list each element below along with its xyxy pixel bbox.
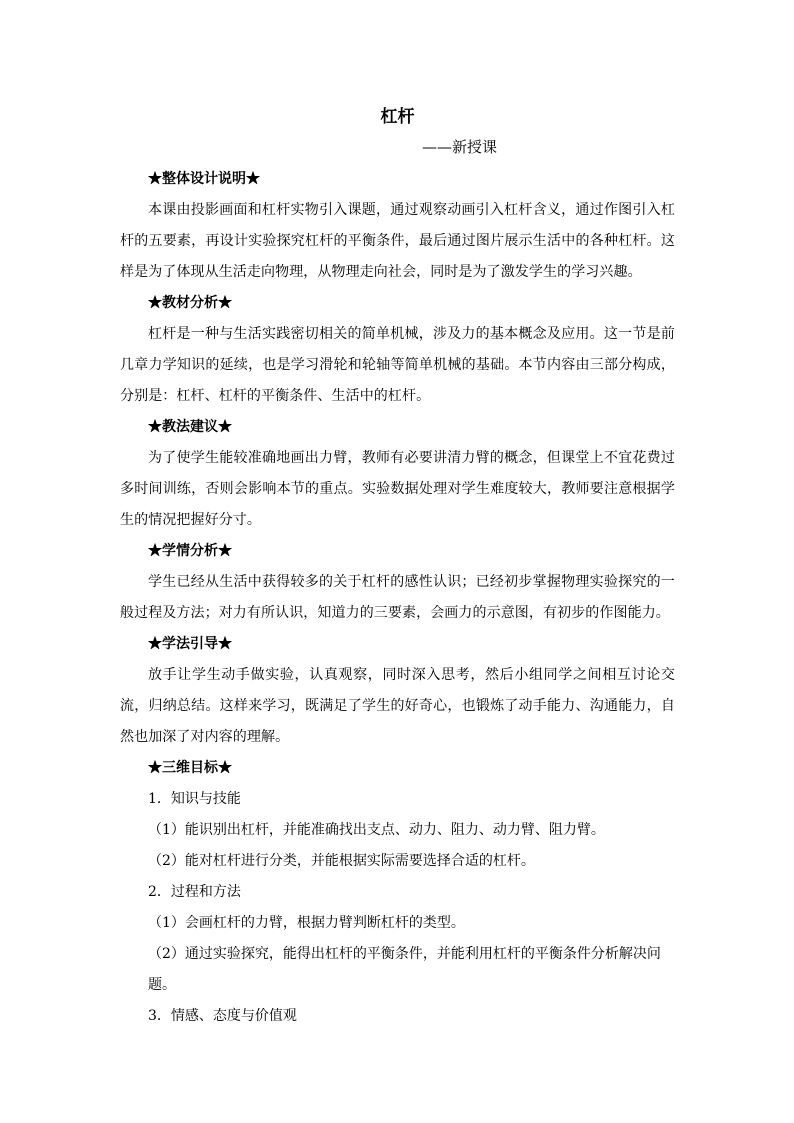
section-heading-teaching-suggestions: ★教法建议★	[148, 419, 232, 435]
document-subtitle: ——新授课	[422, 138, 498, 156]
document-content	[120, 104, 675, 1032]
goal-item-knowledge-skills: 1．知识与技能	[148, 791, 241, 807]
section-heading-three-dimensional-goals: ★三维目标★	[148, 760, 232, 776]
goal-item-process-methods: 2．过程和方法	[148, 884, 241, 900]
section-heading-textbook-analysis: ★教材分析★	[148, 295, 232, 311]
section-heading-overall-design: ★整体设计说明★	[148, 171, 260, 187]
section-heading-learning-guidance: ★学法引导★	[148, 636, 232, 652]
section-heading-student-analysis: ★学情分析★	[148, 543, 232, 559]
section-paragraph-textbook-analysis: 杠杆是一种与生活实践密切相关的简单机械，涉及力的基本概念及应用。这一节是前几章力学知识的延续，也是学习滑轮和轮轴等简单机械的基础。本节内容由三部分构成，分别是：杠杆、杠杆的平衡条件、生活中的杠杆。	[120, 326, 675, 404]
section-paragraph-learning-guidance: 放手让学生动手做实验，认真观察，同时深入思考，然后小组同学之间相互讨论交流，归纳总结。这样来学习，既满足了学生的好奇心，也锻炼了动手能力、沟通能力，自然也加深了对内容的理解。	[120, 667, 675, 745]
section-paragraph-overall-design: 本课由投影画面和杠杆实物引入课题，通过观察动画引入杠杆含义，通过作图引入杠杆的五要素，再设计实验探究杠杆的平衡条件，最后通过图片展示生活中的各种杠杆。这样是为了体现从生活走向物理，从物理走向社会，同时是为了激发学生的学习兴趣。	[120, 202, 675, 280]
section-paragraph-student-analysis: 学生已经从生活中获得较多的关于杠杆的感性认识；已经初步掌握物理实验探究的一般过程及方法；对力有所认识，知道力的三要素，会画力的示意图，有初步的作图能力。	[120, 574, 675, 621]
goal-item-process-methods-1: （1）会画杠杆的力臂，根据力臂判断杠杆的类型。	[148, 915, 465, 931]
goal-item-knowledge-skills-2: （2）能对杠杆进行分类，并能根据实际需要选择合适的杠杆。	[148, 853, 535, 869]
document-title: 杠杆	[380, 107, 415, 127]
goal-item-emotion-attitude-values: 3．情感、态度与价值观	[148, 1008, 297, 1024]
section-paragraph-teaching-suggestions: 为了使学生能较准确地画出力臂，教师有必要讲清力臂的概念，但课堂上不宜花费过多时间训练，否则会影响本节的重点。实验数据处理对学生难度较大，教师要注意根据学生的情况把握好分寸。	[120, 450, 675, 528]
goal-item-process-methods-2: （2）通过实验探究，能得出杠杆的平衡条件，并能利用杠杆的平衡条件分析解决问题。	[148, 946, 661, 993]
goal-item-knowledge-skills-1: （1）能识别出杠杆，并能准确找出支点、动力、阻力、动力臂、阻力臂。	[148, 822, 605, 838]
